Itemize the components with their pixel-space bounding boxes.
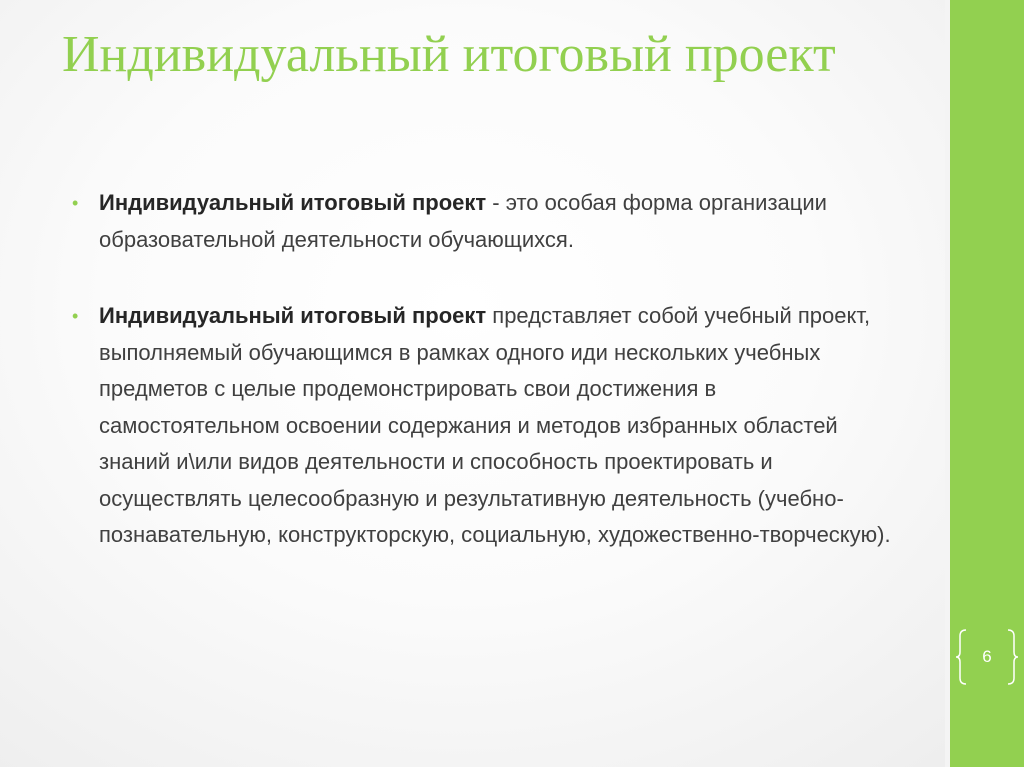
bullet-text: - это особая форма организации образовательной деятельности обучающихся. — [99, 190, 827, 252]
bullet-lead: Индивидуальный итоговый проект — [99, 190, 487, 215]
bullet-dot-icon: • — [72, 306, 79, 326]
bullet-item — [72, 185, 892, 258]
slide-title: Индивидуальный итоговый проект — [62, 26, 836, 83]
bullet-text: представляет собой учебный проект, выполняемый обучающимся в рамках одного иди нескольких учебных предметов с целые продемонстрировать свои достижения в самостоятельном освоении содержания и методов избранных областей знаний и\или видов деятельности и способность проектировать и осуществлять целесообразную и результативную деятельность (учебно-познавательную, конструкторскую, социальную, художественно-творческую). — [99, 303, 891, 547]
page-number-badge — [956, 628, 1018, 686]
page-number: 6 — [982, 647, 992, 666]
bullet-list — [72, 185, 892, 554]
bullet-item — [72, 298, 892, 554]
bullet-dot-icon: • — [72, 193, 79, 213]
bullet-lead: Индивидуальный итоговый проект — [99, 303, 487, 328]
